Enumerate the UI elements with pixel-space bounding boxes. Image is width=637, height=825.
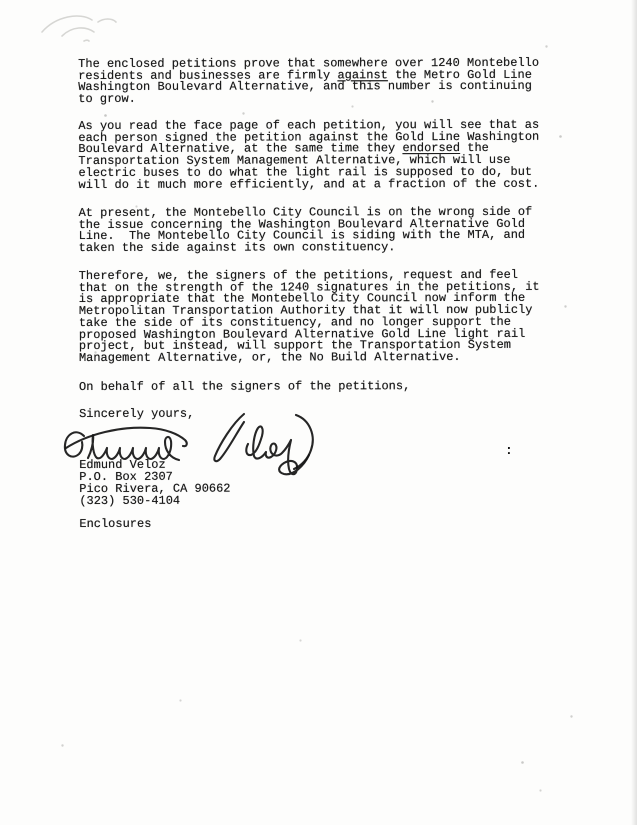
scan-noise-specks — [0, 0, 1, 1]
letter-line: Line. The Montebello City Council is siding with the MTA, and — [78, 228, 526, 244]
sender-name: Edmund Veloz — [79, 457, 166, 472]
letter-line: each person signed the petition against the Gold Line Washington — [78, 129, 540, 145]
letter-line: taken the side against its own constituency. — [78, 240, 396, 256]
letter-line: to grow. — [78, 91, 136, 107]
stray-colon-mark: : — [505, 443, 513, 458]
sender-phone: (323) 530-4104 — [79, 493, 181, 508]
paragraph — [78, 267, 540, 365]
letter-line: The enclosed petitions prove that somewhere over 1240 Montebello — [78, 55, 540, 71]
letter-line: Transportation System Management Alternative, which will use — [78, 152, 511, 169]
letter-line: proposed Washington Boulevard Alternative Gold Line light rail — [78, 326, 526, 342]
paragraph — [79, 381, 410, 394]
paragraph — [78, 117, 540, 192]
letter-line: project, but instead, will support the Transportation System — [78, 338, 512, 354]
paragraph — [78, 204, 533, 256]
letter-line: residents and businesses are firmly against the Metro Gold Line — [78, 67, 532, 83]
sender-city-state-zip: Pico Rivera, CA 90662 — [79, 481, 231, 496]
letter-line: the issue concerning the Washington Boulevard Alternative Gold — [78, 216, 526, 232]
scan-edge-shadow — [631, 0, 637, 825]
letter-line: Washington Boulevard Alternative, and this number is continuing — [78, 79, 532, 95]
letter-line: Therefore, we, the signers of the petitions, request and feel — [78, 267, 519, 283]
letter-line: Boulevard Alternative, at the same time they endorsed the — [78, 141, 489, 157]
letter-line: electric buses to do what the light rail is supposed to do, but — [78, 164, 533, 180]
letter-line: is appropriate that the Montebello City Council now inform the — [78, 291, 526, 307]
letter-line: Metropolitan Transportation Authority that it will now publicly — [78, 302, 533, 319]
underlined-word: endorsed — [402, 141, 461, 156]
underlined-word: against — [337, 67, 388, 83]
letter-line: that on the strength of the 1240 signatures in the petitions, it — [78, 279, 540, 295]
sender-po-box: P.O. Box 2307 — [79, 469, 173, 484]
letter-line: As you read the face page of each petition, you will see that as — [78, 117, 540, 133]
signature-edmund-veloz — [58, 406, 314, 482]
letter-line: will do it much more efficiently, and at a fraction of the cost. — [78, 176, 540, 192]
letter-line: On behalf of all the signers of the petitions, — [78, 379, 411, 394]
letter-line: At present, the Montebello City Council is on the wrong side of — [78, 204, 533, 220]
letter-line: take the side of its constituency, and no longer support the — [78, 314, 511, 330]
enclosures-note: Enclosures — [79, 516, 152, 531]
paragraph — [78, 55, 540, 107]
closing-salutation: Sincerely yours, — [79, 406, 195, 421]
letter-line: Management Alternative, or, the No Build Alternative. — [78, 349, 461, 365]
